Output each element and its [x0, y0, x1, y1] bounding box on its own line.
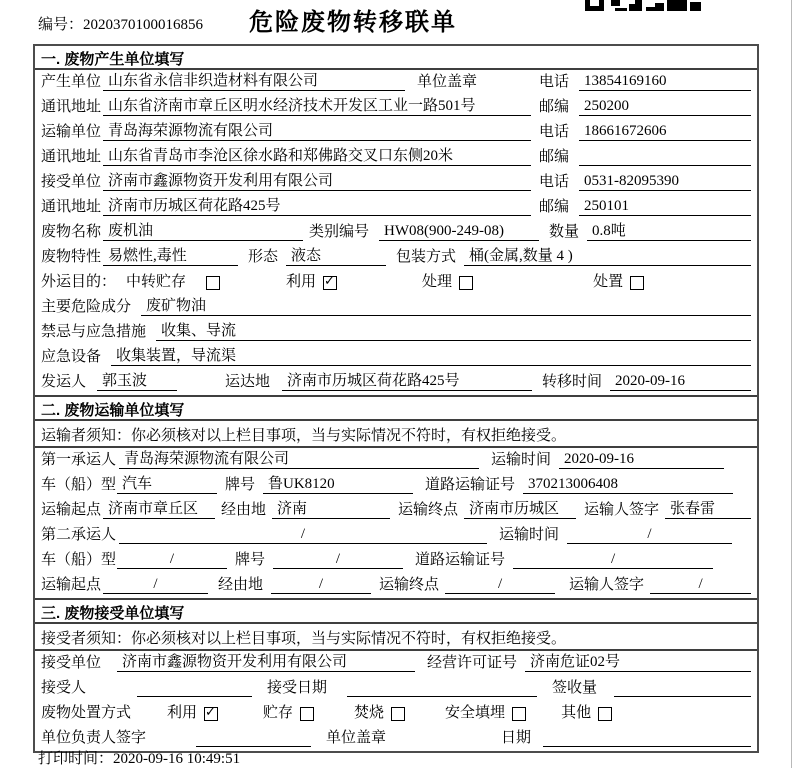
shipper-value: 郭玉波 [97, 369, 177, 391]
transporter-sign-label: 运输人签字 [569, 577, 645, 593]
receiver-zip-value: 250101 [579, 198, 751, 216]
producer-label: 产生单位 [41, 74, 102, 90]
vehicle-type-label: 车（船）型 [41, 552, 117, 568]
carrier1-row [35, 448, 757, 473]
disposal-method-row [35, 701, 757, 726]
equipment-value: 收集装置，导流渠 [111, 344, 751, 366]
end2-value: / [445, 576, 555, 594]
checkbox-icon [206, 276, 220, 290]
producer-row [35, 70, 757, 95]
disposal-label: 废物处置方式 [41, 705, 132, 721]
packing-label: 包装方式 [396, 249, 457, 265]
transfer-date-label: 转移时间 [542, 374, 603, 390]
endpoint-label: 运输终点 [379, 577, 440, 593]
purpose-label: 外运目的： [41, 274, 117, 290]
carrier1-value: 青岛海荣源物流有限公司 [119, 447, 479, 469]
sign1-value: 张春雷 [665, 497, 751, 519]
head-sign-label: 单位负责人签字 [41, 730, 147, 746]
vehicle1-row [35, 473, 757, 498]
disposal-option-label: 利用 [167, 705, 198, 721]
vehicle2-value: / [117, 551, 227, 569]
transporter-label: 运输单位 [41, 124, 102, 140]
checkbox-icon [459, 276, 473, 290]
checkbox-checked-icon [204, 707, 218, 721]
plate1-value: 鲁UK8120 [263, 472, 413, 494]
endpoint-label: 运输终点 [398, 502, 459, 518]
receiver-label: 接受单位 [41, 174, 102, 190]
origin1-value: 济南市章丘区 [103, 497, 215, 519]
origin-label: 运输起点 [41, 502, 102, 518]
permit2-value: / [513, 551, 713, 569]
waste-name-label: 废物名称 [41, 224, 102, 240]
hazard-value: 废矿物油 [141, 294, 751, 316]
head-sign-value [196, 730, 311, 747]
unit-seal-label: 单位盖章 [417, 74, 478, 90]
accept-unit-label: 接受单位 [41, 655, 102, 671]
address-label: 通讯地址 [41, 199, 102, 215]
disposal-option-label: 安全填埋 [445, 705, 506, 721]
destination-value: 济南市历城区荷花路425号 [282, 369, 532, 391]
section1-heading: 一. 废物产生单位填写 [35, 46, 757, 70]
disposal-option-label: 其他 [561, 705, 592, 721]
checkbox-icon [391, 707, 405, 721]
category-value: HW08(900-249-08) [379, 223, 539, 241]
purpose-option-label: 处置 [593, 274, 624, 290]
plate-label: 牌号 [235, 552, 266, 568]
vehicle1-value: 汽车 [117, 472, 217, 494]
route1-row [35, 498, 757, 523]
producer-phone-value: 13854169160 [579, 73, 751, 91]
via1-value: 济南 [272, 497, 390, 519]
origin-label: 运输起点 [41, 577, 102, 593]
manifest-form [33, 44, 759, 753]
vehicle-type-label: 车（船）型 [41, 477, 117, 493]
transporter-zip-value [579, 149, 751, 166]
section2-heading: 二. 废物运输单位填写 [35, 395, 757, 421]
transporter-sign-label: 运输人签字 [584, 502, 660, 518]
address-label: 通讯地址 [41, 99, 102, 115]
checkbox-icon [300, 707, 314, 721]
print-time-label: 打印时间： [38, 751, 114, 767]
transport-time-label: 运输时间 [499, 527, 560, 543]
receiver-zip-group [539, 195, 751, 216]
serial-value: 2020370100016856 [83, 17, 204, 33]
checkbox-checked-icon [323, 276, 337, 290]
phone-label: 电话 [539, 74, 570, 90]
hazard-label: 主要危险成分 [41, 299, 132, 315]
address-label: 通讯地址 [41, 149, 102, 165]
qty-value: 0.8吨 [587, 219, 751, 241]
producer-value: 山东省永信非织造材料有限公司 [103, 69, 405, 91]
zip-label: 邮编 [539, 99, 570, 115]
accept-date-label: 接受日期 [267, 680, 328, 696]
transfer-date-value: 2020-09-16 [610, 373, 751, 391]
date-label: 日期 [501, 730, 532, 746]
permit1-value: 370213006408 [523, 476, 733, 494]
transport-time-label: 运输时间 [491, 452, 552, 468]
transporter-row [35, 120, 757, 145]
plate-label: 牌号 [225, 477, 256, 493]
receiver-notice: 接受者须知：你必须核对以上栏目事项，当与实际情况不符时，有权拒绝接受。 [35, 624, 757, 651]
via2-value: / [271, 576, 371, 594]
receiver-phone-value: 0531-82095390 [579, 173, 751, 191]
license-label: 经营许可证号 [426, 655, 517, 671]
shipper-row [35, 370, 757, 395]
receiver-phone-group [539, 170, 751, 191]
producer-address-row [35, 95, 757, 120]
origin2-value: / [103, 576, 208, 594]
producer-zip-group [539, 95, 751, 116]
qty-label: 数量 [549, 224, 580, 240]
print-time [38, 747, 240, 768]
form-value: 液态 [286, 244, 386, 266]
receiver-address-value: 济南市历城区荷花路425号 [103, 194, 531, 216]
date-value [543, 730, 751, 747]
unit-seal-label: 单位盖章 [326, 730, 387, 746]
accept-date-value [347, 680, 537, 697]
accept-unit-row [35, 651, 757, 676]
waste-character-value: 易燃性,毒性 [103, 244, 238, 266]
carrier2-label: 第二承运人 [41, 527, 117, 543]
hazard-components-row [35, 295, 757, 320]
transporter-notice: 运输者须知：你必须核对以上栏目事项，当与实际情况不符时，有权拒绝接受。 [35, 421, 757, 448]
transporter-address-value: 山东省青岛市李沧区徐水路和郑佛路交叉口东侧20米 [103, 144, 531, 166]
disposal-option-label: 焚烧 [354, 705, 385, 721]
acceptor-row [35, 676, 757, 701]
form-label: 形态 [248, 249, 279, 265]
producer-zip-value: 250200 [579, 98, 751, 116]
transporter-zip-group [539, 145, 751, 166]
taboo-value: 收集、导流 [156, 319, 751, 341]
print-time-value: 2020-09-16 10:49:51 [113, 751, 241, 767]
road-permit-label: 道路运输证号 [425, 477, 516, 493]
waste-name-row [35, 220, 757, 245]
receiver-value: 济南市鑫源物资开发利用有限公司 [103, 169, 531, 191]
destination-label: 运达地 [225, 374, 271, 390]
receiver-address-row [35, 195, 757, 220]
carrier1-label: 第一承运人 [41, 452, 117, 468]
carrier2-time-value: / [567, 526, 732, 544]
purpose-option-label: 利用 [286, 274, 317, 290]
taboo-label: 禁忌与应急措施 [41, 324, 147, 340]
section3-heading: 三. 废物接受单位填写 [35, 598, 757, 624]
emergency-equipment-row [35, 345, 757, 370]
transporter-phone-group [539, 120, 751, 141]
acceptor-value [137, 680, 252, 697]
taboo-measures-row [35, 320, 757, 345]
via-label: 经由地 [221, 502, 267, 518]
purpose-option-label: 处理 [422, 274, 453, 290]
producer-address-value: 山东省济南市章丘区明水经济技术开发区工业一路501号 [103, 94, 531, 116]
serial-label: 编号： [38, 17, 84, 33]
end1-value: 济南市历城区 [464, 497, 576, 519]
carrier2-value: / [119, 526, 487, 544]
receiver-row [35, 170, 757, 195]
document-header [0, 0, 796, 44]
route2-row [35, 573, 757, 598]
checkbox-icon [598, 707, 612, 721]
vehicle2-row [35, 548, 757, 573]
page-title: 危险废物转移联单 [249, 9, 457, 36]
packing-value: 桶(金属,数量 4 ) [464, 244, 751, 266]
plate2-value: / [273, 551, 403, 569]
waste-character-label: 废物特性 [41, 249, 102, 265]
transporter-address-row [35, 145, 757, 170]
producer-phone-group [539, 70, 751, 91]
license-value: 济南危证02号 [525, 650, 751, 672]
acceptor-label: 接受人 [41, 680, 87, 696]
waste-character-row [35, 245, 757, 270]
carrier2-row [35, 523, 757, 548]
road-permit-label: 道路运输证号 [415, 552, 506, 568]
phone-label: 电话 [539, 174, 570, 190]
disposal-option-label: 贮存 [263, 705, 294, 721]
qr-code-fragment [585, 0, 701, 11]
zip-label: 邮编 [539, 149, 570, 165]
purpose-option-label: 中转贮存 [126, 274, 187, 290]
equipment-label: 应急设备 [41, 349, 102, 365]
checkbox-icon [512, 707, 526, 721]
page-right-edge [791, 0, 792, 768]
transporter-value: 青岛海荣源物流有限公司 [103, 119, 531, 141]
phone-label: 电话 [539, 124, 570, 140]
carrier1-time-value: 2020-09-16 [559, 451, 724, 469]
zip-label: 邮编 [539, 199, 570, 215]
sign-amount-label: 签收量 [552, 680, 598, 696]
accept-unit-value: 济南市鑫源物资开发利用有限公司 [117, 650, 415, 672]
transporter-phone-value: 18661672606 [579, 123, 751, 141]
transport-purpose-row [35, 270, 757, 295]
via-label: 经由地 [218, 577, 264, 593]
category-label: 类别编号 [309, 224, 370, 240]
waste-name-value: 废机油 [103, 219, 303, 241]
sign-amount-value [614, 680, 751, 697]
sign2-value: / [650, 576, 751, 594]
shipper-label: 发运人 [41, 374, 87, 390]
checkbox-icon [630, 276, 644, 290]
